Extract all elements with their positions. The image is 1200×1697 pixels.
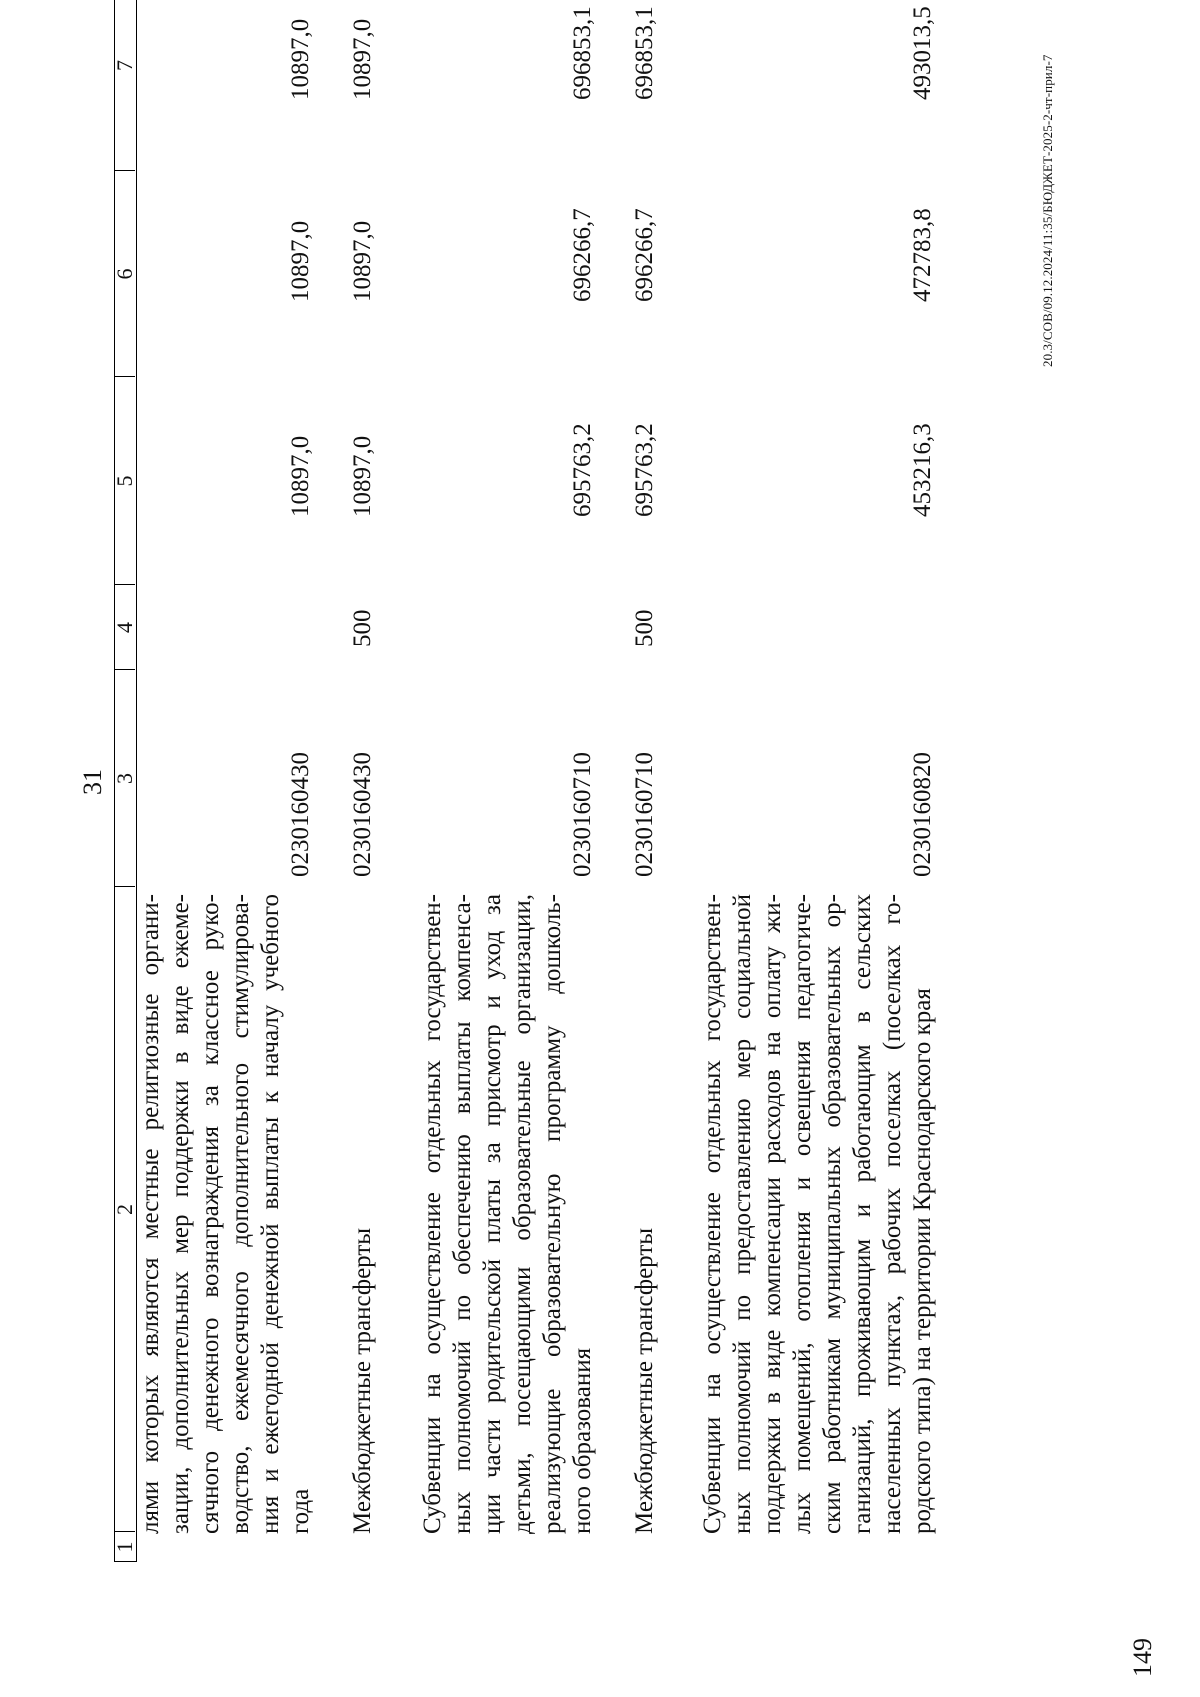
row-name [136,894,316,1534]
row-csr: 0230160430 [287,752,314,877]
header-col-6: 6 [112,268,137,280]
row-name-line: водство, ежемесячного дополнительного стимулирова- [227,894,254,1534]
header-col-1: 1 [112,1541,137,1553]
row-name-line: ных полномочий по обеспечению выплаты компенса- [449,894,476,1534]
row-name-line: ции части родительской платы за присмотр и уход за [479,894,506,1534]
row-name [698,894,938,1534]
row-name-line: ганизаций, проживающим и работающим в сельских [849,894,876,1534]
row-value-6: 10897,0 [287,220,314,302]
row-value-6: 10897,0 [349,220,376,302]
row-name-line: родского типа) на территории Краснодарского края [909,988,936,1534]
row-name-line: населенных пунктах, рабочих поселках (поселках го- [879,894,906,1534]
row-name-line: Субвенции на осуществление отдельных государствен- [699,894,726,1534]
row-name-line: ния и ежегодной денежной выплаты к началу учебного [257,894,284,1534]
row-name-line: ским работникам муниципальных образовательных ор- [819,894,846,1534]
row-value-7: 696853,1 [631,6,658,100]
row-value-7: 493013,5 [909,6,936,100]
row-name [418,894,598,1534]
row-vr: 500 [631,609,658,647]
row-name: Межбюджетные трансферты [349,1227,376,1534]
row-vr: 500 [349,609,376,647]
row-name: Межбюджетные трансферты [631,1227,658,1534]
header-col-7: 7 [112,60,137,71]
row-value-5: 453216,3 [909,423,936,517]
document-code: 20.3/СОВ/09.12.2024/11:35/БЮДЖЕТ-2025-2-чт-прил-7 [1040,54,1055,367]
page-number-bottom: 149 [1128,1638,1157,1677]
row-name-line: года [287,1488,314,1534]
row-value-6: 696266,7 [631,208,658,302]
row-value-5: 10897,0 [287,435,314,517]
row-name-line: детьми, посещающими образовательные организации, [509,894,536,1534]
row-name-line: реализующие образовательную программу дошколь- [539,894,566,1534]
row-value-6: 472783,8 [909,208,936,302]
row-csr: 0230160710 [631,752,658,877]
row-name-line: ных полномочий по предоставлению мер социальной [729,894,756,1534]
header-col-3: 3 [112,773,137,784]
row-csr: 0230160430 [349,752,376,877]
row-name-line: зации, дополнительных мер поддержки в виде ежеме- [167,894,194,1534]
row-name-line: сячного денежного вознаграждения за классное руко- [197,894,224,1534]
row-value-5: 695763,2 [569,423,596,517]
header-col-2: 2 [112,1204,137,1215]
page-number-top: 31 [78,769,107,795]
row-name-line: поддержки в виде компенсации расходов на оплату жи- [759,894,786,1534]
row-value-7: 10897,0 [287,18,314,100]
row-value-7: 696853,1 [569,6,596,100]
row-name-line: лых помещений, отопления и освещения педагогиче- [789,894,816,1534]
row-name-line: ного образования [569,1347,596,1534]
row-value-5: 695763,2 [631,423,658,517]
row-value-7: 10897,0 [349,18,376,100]
header-col-4: 4 [112,622,137,633]
row-csr: 0230160820 [909,752,936,877]
header-col-5: 5 [112,475,137,487]
row-value-6: 696266,7 [569,208,596,302]
row-name-line: лями которых являются местные религиозные органи- [137,894,164,1534]
row-value-5: 10897,0 [349,435,376,517]
row-csr: 0230160710 [569,752,596,877]
row-name-line: Субвенции на осуществление отдельных государствен- [419,894,446,1534]
